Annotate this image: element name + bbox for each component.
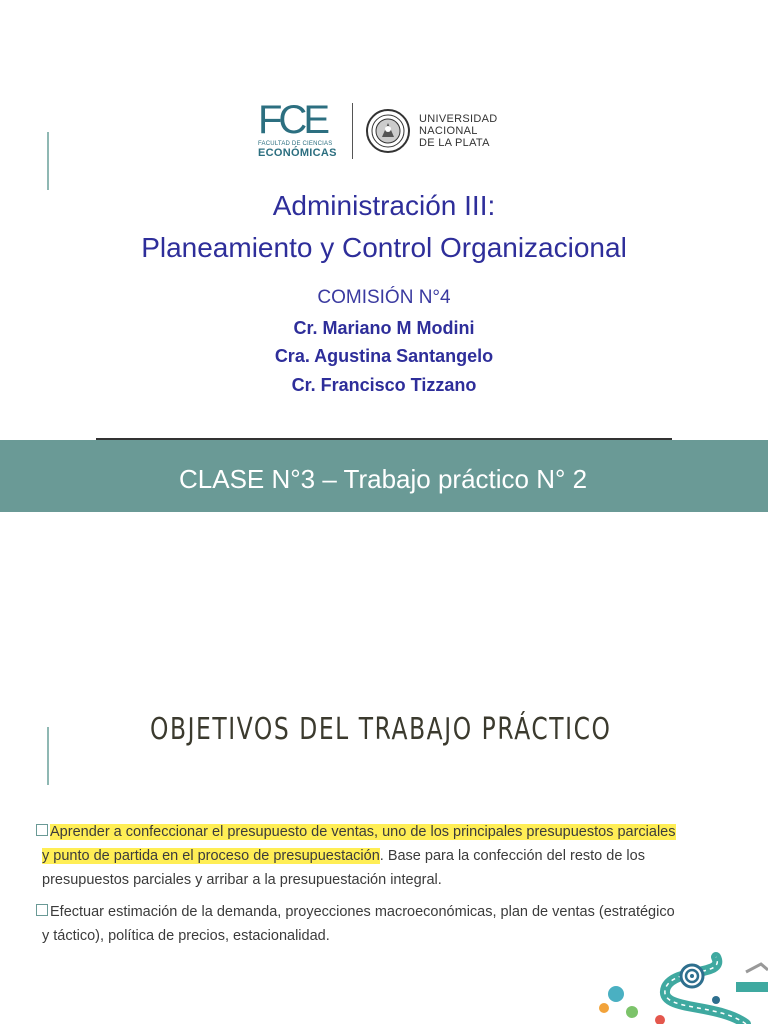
class-band: [0, 440, 768, 512]
fce-logo-subtitle: FACULTAD DE CIENCIAS: [258, 141, 333, 147]
accent-bar: [47, 132, 49, 190]
fce-logo: [258, 98, 338, 159]
objectives-heading: OBJETIVOS DEL TRABAJO PRÁCTICO: [150, 712, 612, 747]
checkbox-bullet-icon: [36, 904, 48, 916]
highlighted-text: y punto de partida en el proceso de presupuestación: [42, 848, 380, 864]
university-seal-icon: [365, 108, 411, 154]
unlp-line: DE LA PLATA: [419, 137, 490, 149]
checkbox-bullet-icon: [36, 824, 48, 836]
fce-logo-subtitle-bold: ECONÓMICAS: [258, 147, 337, 159]
bullet-text: presupuestos parciales y arribar a la presupuestación integral.: [42, 872, 442, 888]
bullet-text: y táctico), política de precios, estacionalidad.: [42, 928, 330, 944]
decorative-illustration-icon: [596, 942, 768, 1024]
accent-bar: [47, 727, 49, 785]
bullet-text: . Base para la confección del resto de los: [379, 848, 645, 864]
objectives-slide: [0, 512, 768, 1024]
fce-logo-letters: FCE: [258, 98, 326, 142]
professor-name: Cra. Agustina Santangelo: [274, 346, 494, 366]
comision-label: COMISIÓN N°4: [317, 287, 451, 308]
list-item: [36, 820, 736, 892]
objectives-list: [36, 820, 736, 956]
bullet-text: Efectuar estimación de la demanda, proyecciones macroeconómicas, plan de ventas (estratégico: [50, 904, 675, 920]
class-title: CLASE N°3 – Trabajo práctico N° 2: [179, 464, 588, 494]
unlp-line: UNIVERSIDAD: [419, 113, 498, 125]
logo-block: [258, 100, 497, 162]
unlp-name: [419, 113, 497, 149]
professor-name: Cr. Francisco Tizzano: [291, 375, 477, 395]
logo-divider: [352, 103, 353, 159]
highlighted-text: Aprender a confeccionar el presupuesto de ventas, uno de los principales presupuestos parciales: [50, 824, 676, 840]
professor-name: Cr. Mariano M Modini: [293, 318, 475, 338]
course-subtitle: Planeamiento y Control Organizacional: [141, 232, 627, 263]
unlp-line: NACIONAL: [419, 125, 478, 137]
course-title: Administración III:: [272, 190, 496, 221]
list-item: [36, 900, 736, 948]
